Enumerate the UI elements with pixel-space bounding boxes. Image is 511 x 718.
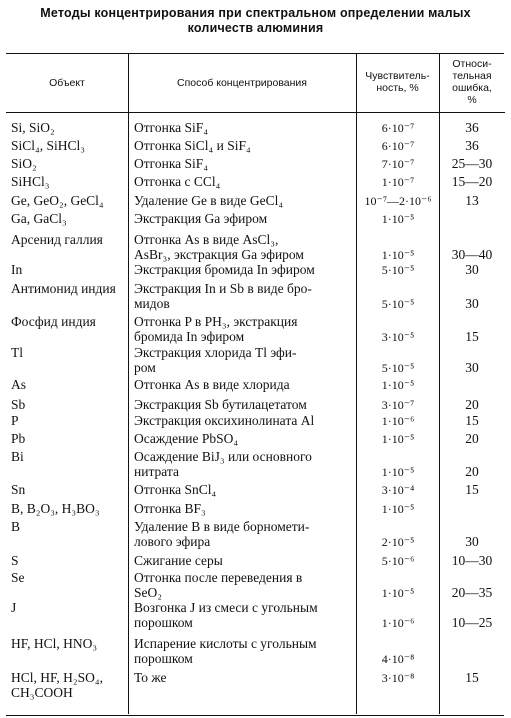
- cell-method-line: AsBr₃, экстракция Ga эфиром: [134, 246, 304, 262]
- cell-object-line: B: [11, 519, 21, 534]
- cell-sensitivity: 5·10⁻⁵: [381, 263, 415, 277]
- caption-line-2: количеств алюминия: [187, 21, 324, 35]
- cell-sensitivity: 10⁻⁷—2·10⁻⁶: [364, 194, 432, 208]
- cell-sensitivity: 2·10⁻⁵: [381, 534, 415, 549]
- cell-object-line: Pb: [11, 431, 26, 446]
- cell-method-line: ром: [134, 359, 156, 375]
- cell-object-line: Sn: [11, 482, 26, 497]
- cell-error: 20: [465, 431, 479, 446]
- cell-method-line: Осаждение BiJ₃ или основного: [134, 449, 312, 464]
- cell-object: [11, 450, 24, 465]
- cell-method-line: Отгонка As в виде AsCl₃,: [134, 232, 279, 247]
- caption-line-1: Методы концентрирования при спектральном определении малых: [40, 6, 471, 20]
- cell-object: [11, 483, 25, 498]
- cell-object-line: In: [11, 262, 23, 277]
- cell-sensitivity: 3·10⁻⁵: [381, 329, 415, 344]
- cell-object-line: J: [11, 600, 17, 615]
- cell-method: [134, 212, 267, 227]
- cell-method-line: порошком: [134, 650, 193, 666]
- header-sensitivity: [356, 70, 439, 94]
- cell-object: [11, 601, 16, 616]
- cell-method: [134, 346, 297, 375]
- cell-object-line: Tl: [11, 345, 23, 360]
- cell-method-line: Отгонка As в виде хлорида: [134, 377, 290, 392]
- cell-method: [134, 378, 290, 393]
- cell-method-line: Отгонка после переведения в: [134, 570, 303, 585]
- header-error-line-3: ошибка,: [452, 82, 492, 94]
- cell-method: [134, 450, 312, 479]
- cell-method: [134, 414, 314, 429]
- header-sensitivity-line-2: ность, %: [376, 82, 419, 94]
- cell-object: [11, 139, 85, 154]
- cell-method-line: Возгонка J из смеси с угольным: [134, 600, 318, 615]
- cell-object-line: Ga, GaCl₃: [11, 211, 67, 226]
- cell-error: 15: [465, 413, 479, 428]
- cell-error: 20—35: [451, 584, 493, 600]
- cell-object: [11, 346, 23, 361]
- header-error-line-1: Относи-: [452, 58, 492, 70]
- cell-sensitivity: 7·10⁻⁷: [381, 157, 415, 171]
- column-divider: [128, 53, 129, 714]
- cell-method-line: Экстракция Ga эфиром: [134, 211, 268, 226]
- cell-object: [11, 414, 19, 429]
- cell-object: [11, 432, 25, 447]
- cell-error: 15—20: [451, 174, 493, 189]
- cell-sensitivity: 3·10⁻⁴: [381, 483, 415, 497]
- cell-method-line: Испарение кислоты с угольным: [134, 636, 317, 651]
- cell-sensitivity: 1·10⁻⁷: [381, 175, 415, 189]
- cell-method: [134, 671, 167, 686]
- cell-sensitivity: 1·10⁻⁵: [381, 432, 415, 446]
- cell-method-line: Экстракция хлорида Tl эфи-: [134, 345, 297, 360]
- cell-method-line: мидов: [134, 295, 170, 311]
- cell-sensitivity: 4·10⁻⁸: [381, 651, 415, 666]
- cell-sensitivity: 1·10⁻⁵: [381, 212, 415, 226]
- cell-sensitivity: 6·10⁻⁷: [381, 121, 415, 135]
- cell-method-line: Отгонка SiCl₄ и SiF₄: [134, 138, 251, 153]
- cell-object: [11, 554, 19, 569]
- cell-object-line: Si, SiO₂: [11, 120, 55, 135]
- cell-object-line: Арсенид галлия: [11, 232, 103, 247]
- cell-method-line: Экстракция In и Sb в виде бро-: [134, 281, 312, 296]
- cell-object: [11, 282, 116, 297]
- cell-sensitivity: 1·10⁻⁶: [381, 414, 415, 428]
- cell-object: [11, 671, 103, 700]
- cell-method: [134, 157, 208, 172]
- cell-error: 30: [465, 359, 479, 375]
- cell-error: 15: [465, 482, 479, 497]
- cell-method: [134, 571, 302, 600]
- cell-method-line: порошком: [134, 614, 193, 630]
- cell-method-line: Отгонка BF₃: [134, 501, 206, 516]
- cell-error: 10—30: [451, 553, 493, 568]
- cell-sensitivity: 6·10⁻⁷: [381, 139, 415, 153]
- cell-object: [11, 637, 97, 652]
- cell-error: 25—30: [451, 156, 493, 171]
- header-error-line-4: %: [467, 94, 477, 106]
- table-caption: [0, 6, 511, 36]
- cell-object: [11, 263, 22, 278]
- cell-sensitivity: 1·10⁻⁵: [381, 247, 415, 262]
- cell-object: [11, 212, 67, 227]
- cell-object-line: Фосфид индия: [11, 314, 96, 329]
- cell-object: [11, 398, 25, 413]
- cell-sensitivity: 3·10⁻⁸: [381, 671, 415, 685]
- cell-method: [134, 315, 297, 344]
- cell-method-line: Экстракция Sb бутилацетатом: [134, 397, 307, 412]
- cell-object-line: SiHCl₃: [11, 174, 50, 189]
- cell-object-line: Sb: [11, 397, 26, 412]
- cell-error: 36: [465, 120, 479, 135]
- cell-object-line: SiCl₄, SiHCl₃: [11, 138, 85, 153]
- cell-object-line: As: [11, 377, 27, 392]
- cell-method-line: Отгонка с CCl₄: [134, 174, 221, 189]
- cell-method-line: То же: [134, 670, 167, 685]
- cell-object-line: HCl, HF, H₂SO₄,: [11, 670, 103, 685]
- cell-method: [134, 483, 216, 498]
- cell-object: [11, 157, 37, 172]
- cell-method-line: Экстракция оксихинолината Al: [134, 413, 315, 428]
- cell-error: 30: [465, 262, 479, 277]
- cell-sensitivity: 5·10⁻⁵: [381, 360, 415, 375]
- cell-method-line: бромида In эфиром: [134, 328, 245, 344]
- cell-object: [11, 175, 49, 190]
- cell-sensitivity: 5·10⁻⁵: [381, 296, 415, 311]
- cell-error: 30: [465, 295, 479, 311]
- cell-object: [11, 121, 55, 136]
- cell-object-line: Se: [11, 570, 25, 585]
- cell-sensitivity: 1·10⁻⁶: [381, 615, 415, 630]
- cell-error: 10—25: [451, 614, 493, 630]
- cell-method-line: Удаление Ge в виде GeCl₄: [134, 193, 284, 208]
- cell-method: [134, 282, 312, 311]
- cell-object-line: B, B₂O₃, H₃BO₃: [11, 501, 100, 516]
- header-sensitivity-line-1: Чувствитель-: [365, 70, 430, 82]
- cell-error: 15: [465, 328, 479, 344]
- cell-sensitivity: 1·10⁻⁵: [381, 464, 415, 479]
- cell-method: [134, 432, 238, 447]
- header-error-line-2: тельная: [452, 70, 492, 82]
- header-divider: [6, 112, 505, 113]
- cell-object: [11, 571, 25, 586]
- cell-method: [134, 121, 208, 136]
- cell-sensitivity: 1·10⁻⁵: [381, 585, 415, 600]
- cell-method-line: Осаждение PbSO₄: [134, 431, 239, 446]
- cell-method: [134, 637, 317, 666]
- cell-sensitivity: 5·10⁻⁶: [381, 554, 415, 568]
- cell-object-line: CH₃COOH: [11, 684, 73, 700]
- cell-object: [11, 233, 103, 248]
- cell-method: [134, 554, 223, 569]
- cell-object-line: SiO₂: [11, 156, 37, 171]
- cell-method: [134, 194, 283, 209]
- cell-method-line: SeO₂: [134, 584, 162, 600]
- cell-error: 30—40: [451, 246, 493, 262]
- cell-method-line: нитрата: [134, 463, 179, 479]
- cell-object-line: Антимонид индия: [11, 281, 116, 296]
- cell-method: [134, 233, 304, 262]
- cell-error: 13: [465, 193, 479, 208]
- cell-method-line: Отгонка SnCl₄: [134, 482, 217, 497]
- cell-method-line: Отгонка SiF₄: [134, 156, 209, 171]
- cell-object: [11, 520, 20, 535]
- cell-method: [134, 139, 251, 154]
- cell-object: [11, 194, 104, 209]
- cell-error: 20: [465, 397, 479, 412]
- cell-object: [11, 315, 96, 330]
- cell-error: 36: [465, 138, 479, 153]
- cell-error: 30: [465, 533, 479, 549]
- cell-object-line: HF, HCl, HNO₃: [11, 636, 98, 651]
- cell-sensitivity: 1·10⁻⁵: [381, 502, 415, 516]
- cell-sensitivity: 1·10⁻⁵: [381, 378, 415, 392]
- cell-method: [134, 520, 309, 549]
- cell-object: [11, 378, 26, 393]
- header-object: Объект: [49, 77, 85, 89]
- cell-error: 15: [465, 670, 479, 685]
- cell-method: [134, 175, 220, 190]
- cell-object: [11, 502, 100, 517]
- cell-method-line: Экстракция бромида In эфиром: [134, 262, 315, 277]
- cell-method-line: Отгонка SiF₄: [134, 120, 209, 135]
- cell-method-line: Сжигание серы: [134, 553, 223, 568]
- cell-method: [134, 398, 307, 413]
- cell-method: [134, 601, 318, 630]
- header-method: Способ концентрирования: [177, 77, 307, 89]
- cell-method: [134, 502, 206, 517]
- cell-method-line: Отгонка P в PH₃, экстракция: [134, 314, 298, 329]
- cell-sensitivity: 3·10⁻⁷: [381, 398, 415, 412]
- cell-object-line: Ge, GeO₂, GeCl₄: [11, 193, 104, 208]
- cell-method-line: лового эфира: [134, 533, 211, 549]
- cell-error: 20: [465, 463, 479, 479]
- cell-method: [134, 263, 315, 278]
- cell-method-line: Удаление B в виде борномети-: [134, 519, 310, 534]
- cell-object-line: S: [11, 553, 19, 568]
- cell-object-line: Bi: [11, 449, 24, 464]
- cell-object-line: P: [11, 413, 19, 428]
- column-divider: [356, 53, 357, 714]
- header-error: [439, 58, 505, 106]
